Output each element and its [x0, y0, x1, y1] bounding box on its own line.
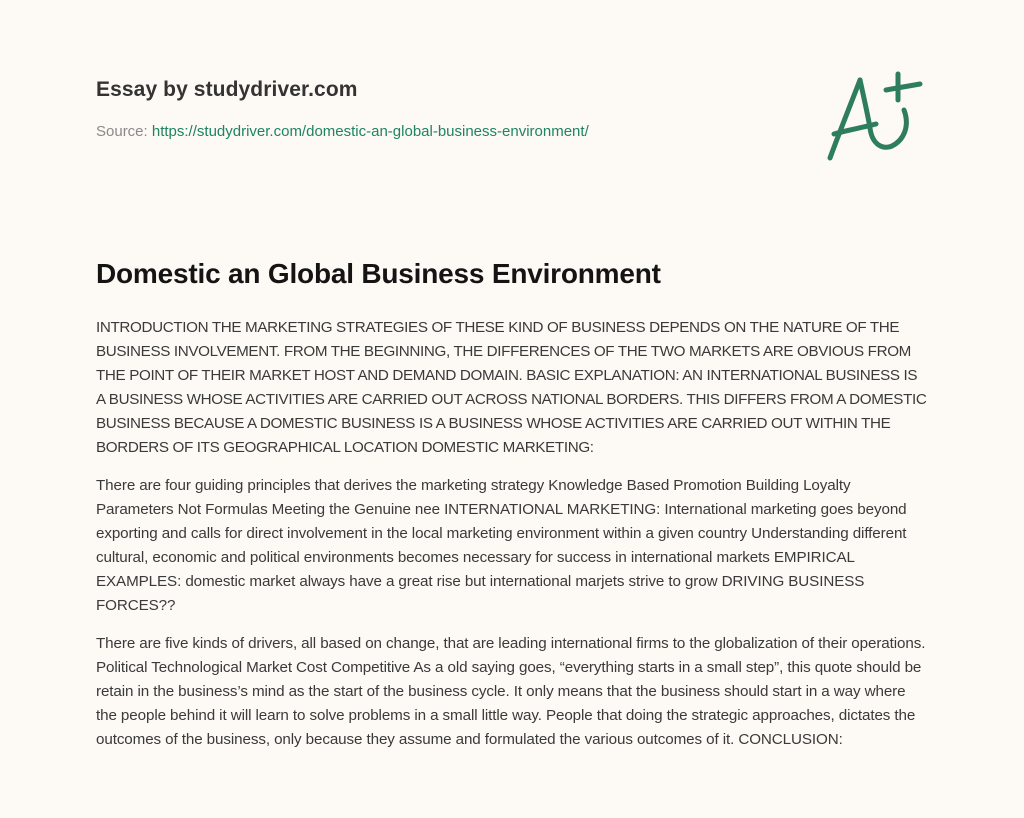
source-link[interactable]: https://studydriver.com/domestic-an-global-business-environment/ [151, 123, 589, 140]
source-line [96, 122, 696, 142]
site-header [96, 76, 696, 142]
paragraph-guiding-principles: There are four guiding principles that derives the marketing strategy Knowledge Based Promotion Building Loyalty Parameters Not Formulas Meeting the Genuine nee INTERNATIONAL MARKETING: International marketing goes beyond exporting and calls for direct involvement in the local marketing environment within a given country Understanding different cultural, economic and political environments becomes necessary for success in international markets EMPIRICAL EXAMPLES: domestic market always have a great rise but international marjets strive to grow DRIVING BUSINESS FORCES?? [96, 477, 907, 614]
source-label: Source: [96, 123, 152, 140]
essay-by-heading: Essay by studydriver.com [96, 78, 358, 101]
paragraph-introduction: INTRODUCTION THE MARKETING STRATEGIES OF THESE KIND OF BUSINESS DEPENDS ON THE NATURE OF THE BUSINESS INVOLVEMENT. FROM THE BEGINNING, THE DIFFERENCES OF THE TWO MARKETS ARE OBVIOUS FROM THE POINT OF THEIR MARKET HOST AND DEMAND DOMAIN. BASIC EXPLANATION: AN INTERNATIONAL BUSINESS IS A BUSINESS WHOSE ACTIVITIES ARE CARRIED OUT ACROSS NATIONAL BORDERS. THIS DIFFERS FROM A DOMESTIC BUSINESS BECAUSE A DOMESTIC BUSINESS IS A BUSINESS WHOSE ACTIVITIES ARE CARRIED OUT WITHIN THE BORDERS OF ITS GEOGRAPHICAL LOCATION DOMESTIC MARKETING: [96, 319, 927, 456]
paragraph-business-drivers: There are five kinds of drivers, all based on change, that are leading international firms to the globalization of their operations. Political Technological Market Cost Competitive As a old saying goes, “everything starts in a small step”, this quote should be retain in the business’s mind as the start of the business cycle. It only means that the business should start in a way where the people behind it will learn to solve problems in a small little way. People that doing the strategic approaches, dictates the outcomes of the business, only because they assume and formulated the various outcomes of it. CONCLUSION: [96, 635, 926, 748]
a-plus-grade-icon [820, 66, 930, 166]
document-title: Domestic an Global Business Environment [96, 258, 661, 289]
essay-body [96, 316, 928, 766]
